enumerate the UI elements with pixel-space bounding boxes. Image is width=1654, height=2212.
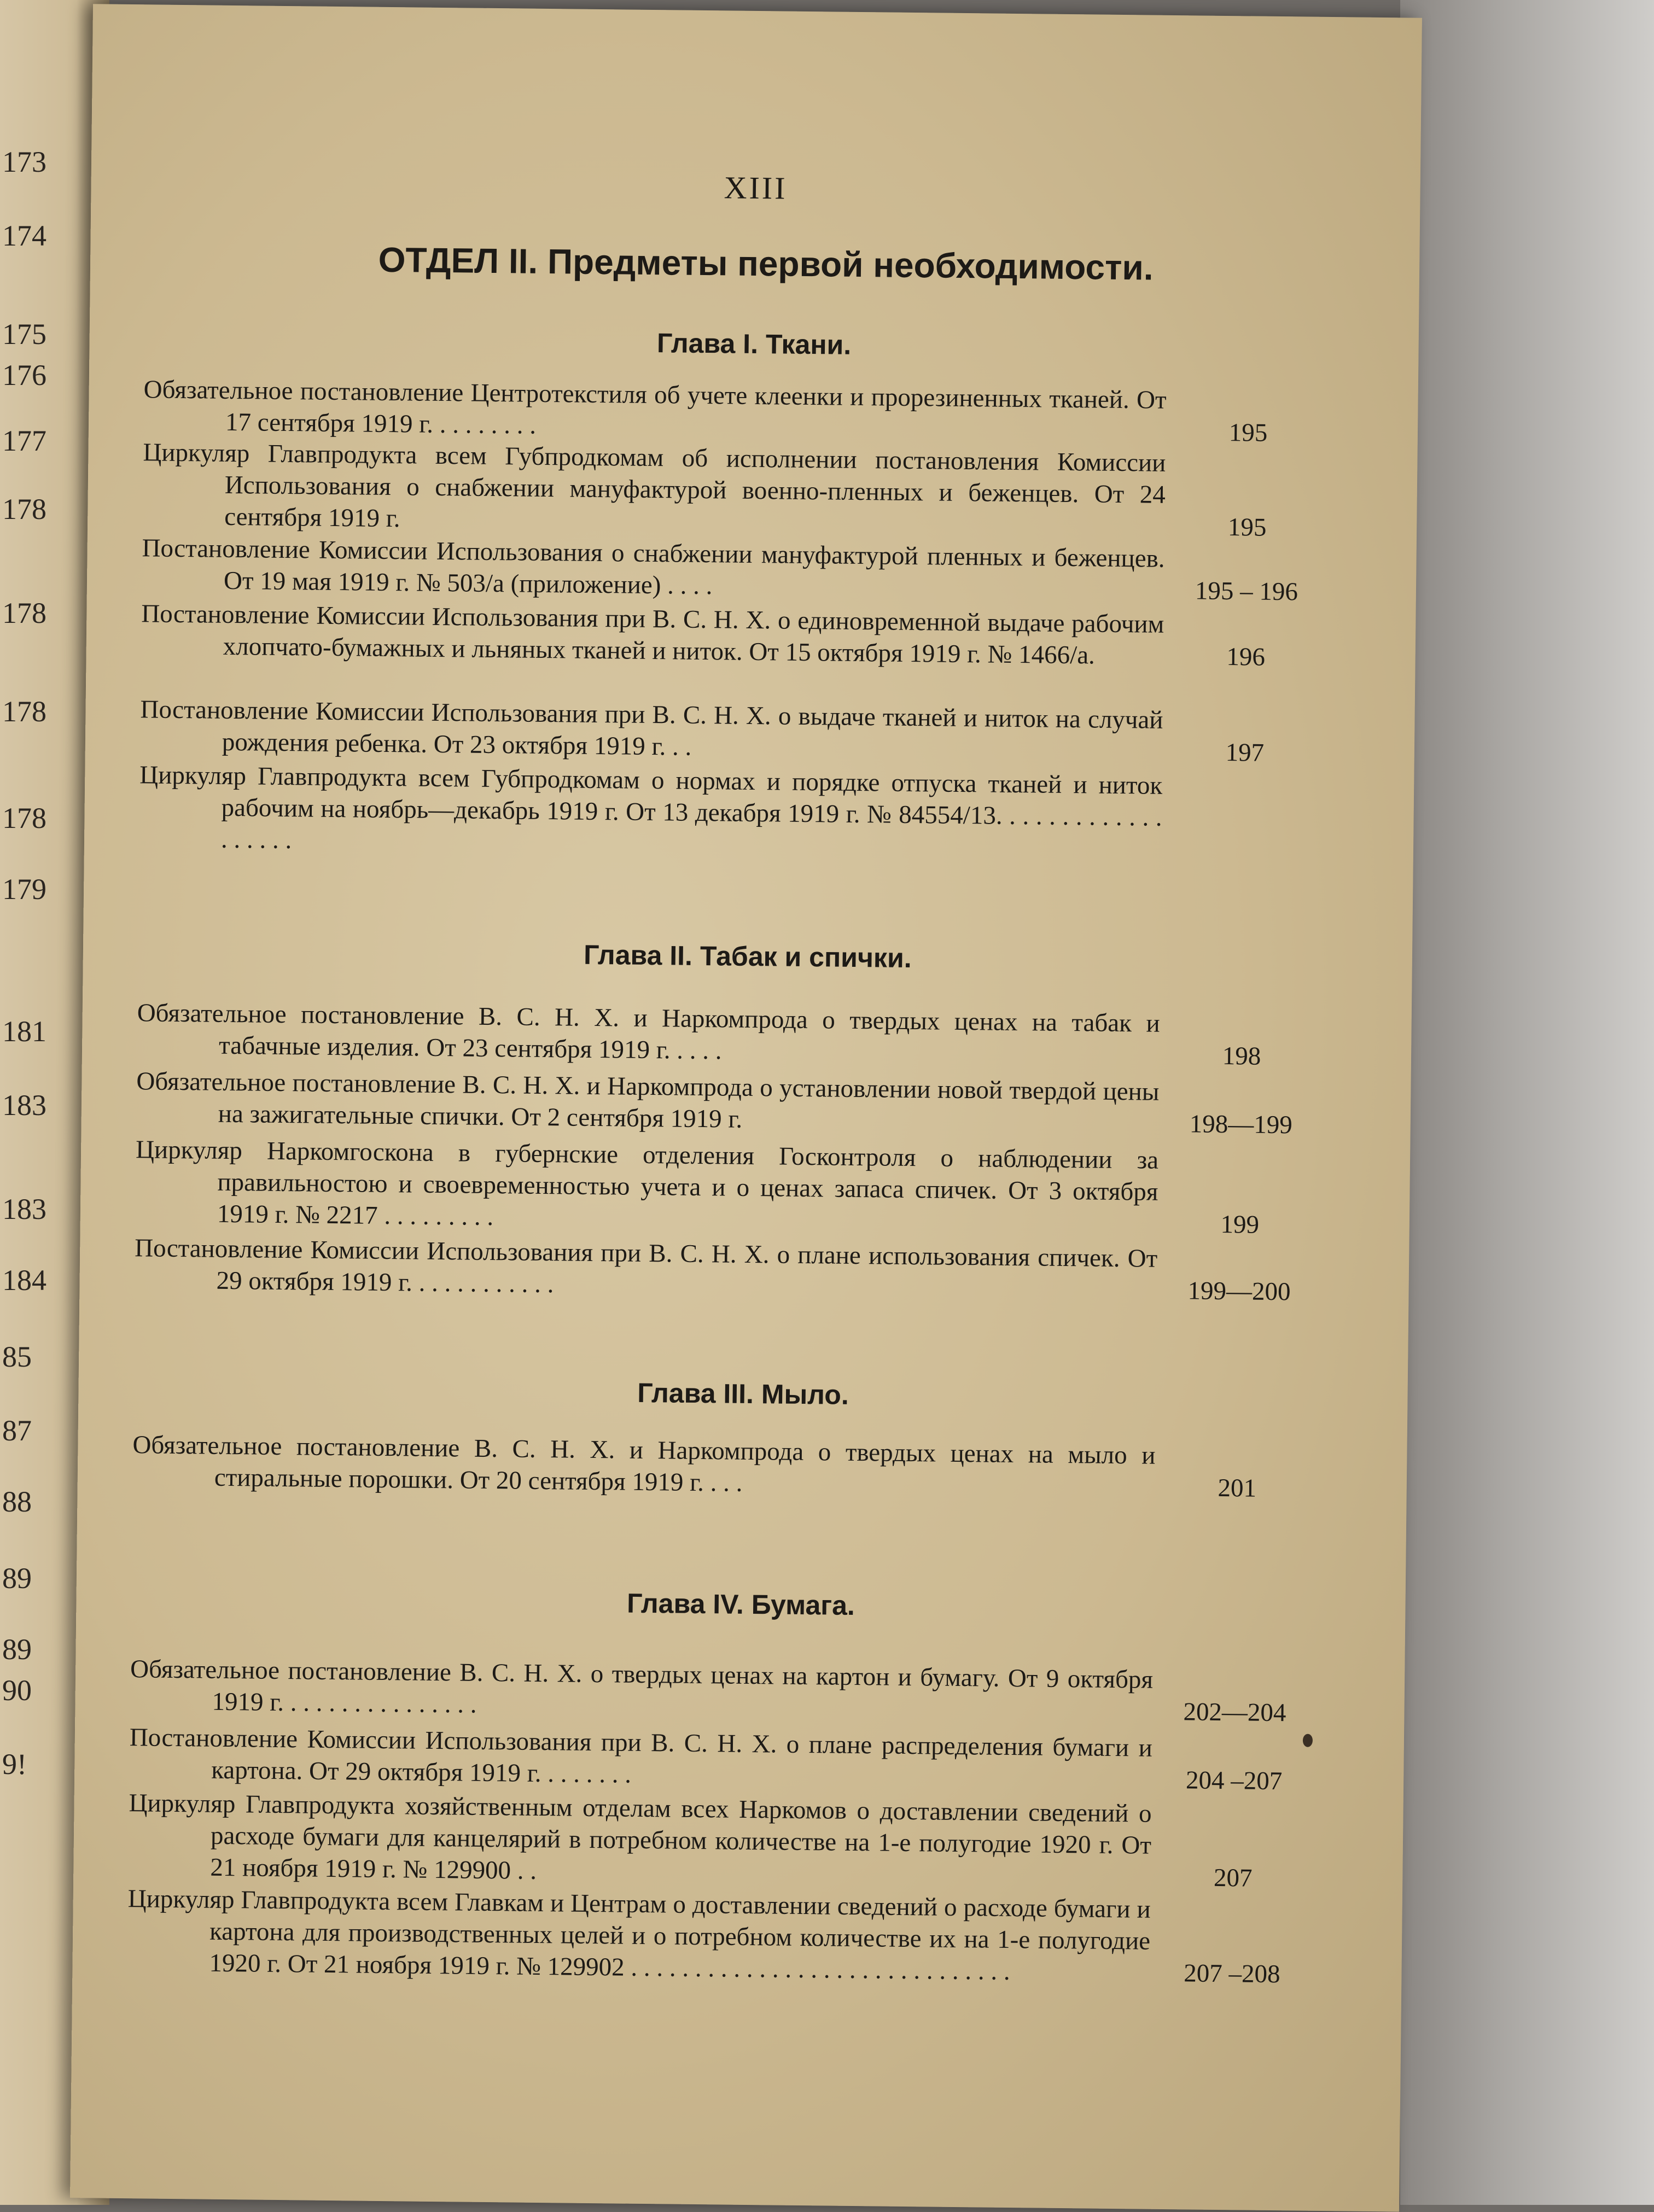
toc-entry <box>136 1065 1329 1141</box>
entry-pages: 195 – 196 <box>1195 576 1298 606</box>
toc-entry <box>139 759 1332 867</box>
chapter-title: Глава III. Мыло. <box>637 1377 849 1410</box>
document-page <box>70 4 1422 2211</box>
entry-pages: 198—199 <box>1189 1110 1292 1140</box>
page-numeral: XIII <box>724 170 788 206</box>
toc-entry <box>141 598 1333 674</box>
margin-number: 89 <box>2 1633 32 1666</box>
margin-number: 179 <box>2 873 46 906</box>
entry-pages: 195 <box>1228 418 1268 447</box>
entry-pages: 195 <box>1227 513 1267 542</box>
entry-text: Циркуляр Главпродукта всем Губпродкомам об исполнении постановления Комиссии Использования о снабжении мануфактурой военно-пленных и беженцев. От 24 сентября 1919 г. <box>143 438 1166 533</box>
margin-number: 90 <box>2 1674 32 1707</box>
toc-entry <box>140 693 1333 769</box>
entry-text: Обязательное постановление В. С. Н. Х. о твердых ценах на картон и бумагу. От 9 октября 1919 г. . . . . . . . . . . . . . . . <box>130 1655 1154 1719</box>
margin-number: 184 <box>2 1264 46 1297</box>
entry-text: Циркуляр Главпродукта всем Главкам и Центрам о доставлении сведений о расходе бумаги и картона для производственных целей и о потребном количестве их на 1-е полугодие 1920 г. От 21 ноября 1919 г. № 129902 . . . . . . . . . . . . . . . . . . . . . . . . . . . . . . <box>127 1884 1151 1986</box>
toc-entry <box>142 532 1335 608</box>
entry-pages: 198 <box>1222 1042 1261 1071</box>
entry-text: Постановление Комиссии Использования при В. С. Н. Х. о единовременной выдаче рабочим хлопчато-бумажных и льняных тканей и ниток. От 15 октября 1919 г. № 1466/а. <box>141 599 1164 670</box>
chapter-title: Глава I. Ткани. <box>656 328 852 360</box>
toc-entry <box>132 1429 1325 1505</box>
entry-text: Постановление Комиссии Использования при В. С. Н. Х. о выдаче тканей и ниток на случай рождения ребенка. От 23 октября 1919 г. . . <box>140 695 1163 761</box>
chapter-title: Глава II. Табак и спички. <box>583 939 912 974</box>
margin-number: 89 <box>2 1562 32 1595</box>
entry-text: Циркуляр Главпродукта всем Губпродкомам о нормах и порядке отпуска тканей и ниток рабочим на ноябрь—декабрь 1919 г. От 13 декабря 1919 г. № 84554/13. . . . . . . . . . . . . . . . . . . <box>139 761 1163 855</box>
margin-number: 178 <box>2 597 46 629</box>
entry-pages: 204 –207 <box>1185 1766 1283 1796</box>
entry-pages: 199—200 <box>1187 1276 1291 1306</box>
entry-text: Циркуляр Главпродукта хозяйственным отделам всех Наркомов о доставлении сведений о расходе бумаги для канцелярий в потребном количестве на 1-е полугодие 1920 г. От 21 ноября 1919 г. № 129900 . . <box>129 1789 1152 1885</box>
entry-pages <box>1156 865 1331 867</box>
margin-number: 178 <box>2 802 46 834</box>
toc-entry <box>137 997 1330 1073</box>
entry-text: Обязательное постановление В. С. Н. Х. и Наркомпрода о установлении новой твердой цены на зажигательные спички. От 2 сентября 1919 г. <box>136 1067 1160 1134</box>
toc-entry <box>129 1721 1322 1797</box>
margin-number: 9! <box>2 1748 27 1781</box>
toc-entry <box>130 1653 1323 1729</box>
margin-number: 176 <box>2 359 46 392</box>
entry-pages: 207 <box>1213 1863 1253 1893</box>
entry-pages: 207 –208 <box>1184 1959 1280 1989</box>
margin-number: 178 <box>2 695 46 728</box>
margin-number: 87 <box>2 1414 32 1447</box>
toc-entry <box>128 1787 1321 1895</box>
margin-number: 175 <box>2 318 46 351</box>
margin-number: 183 <box>2 1089 46 1122</box>
margin-number: 177 <box>2 424 46 457</box>
margin-number: 173 <box>2 145 46 178</box>
margin-number: 174 <box>2 219 46 252</box>
entry-text: Постановление Комиссии Использования о снабжении мануфактурой пленных и беженцев. От 19 мая 1919 г. № 503/а (приложение) . . . . <box>142 534 1165 600</box>
entry-text: Циркуляр Наркомгоскона в губернские отделения Госконтроля о наблюдении за правильностою и своевременностью учета и о ценах запаса спичек. От 3 октября 1919 г. № 2217 . . . . . . . . . <box>135 1135 1159 1232</box>
margin-number: 181 <box>2 1015 46 1048</box>
chapter-title: Глава IV. Бумага. <box>626 1587 855 1621</box>
toc-entry <box>142 436 1336 544</box>
entry-text: Постановление Комиссии Использования при В. С. Н. Х. о плане распределения бумаги и картона. От 29 октября 1919 г. . . . . . . . <box>129 1723 1153 1789</box>
entry-text: Постановление Комиссии Использования при В. С. Н. Х. о плане использования спичек. От 29 октября 1919 г. . . . . . . . . . . . <box>134 1234 1158 1299</box>
entry-pages: 199 <box>1220 1210 1260 1239</box>
entry-pages: 202—204 <box>1183 1697 1286 1727</box>
section-title: ОТДЕЛ II. Предметы первой необходимости. <box>378 240 1154 288</box>
margin-number: 183 <box>2 1193 46 1225</box>
margin-number: 88 <box>2 1485 32 1518</box>
margin-number: 178 <box>2 493 46 526</box>
entry-text: Обязательное постановление В. С. Н. Х. и Наркомпрода о твердых ценах на мыло и стиральные порошки. От 20 сентября 1919 г. . . . <box>132 1431 1156 1497</box>
entry-text: Обязательное постановление Центротекстиля об учете клеенки и прорезиненных тканей. От 17 сентября 1919 г. . . . . . . . . <box>143 375 1167 440</box>
entry-text: Обязательное постановление В. С. Н. Х. и Наркомпрода о твердых ценах на табак и табачные изделия. От 23 сентября 1919 г. . . . . <box>137 999 1160 1065</box>
entry-pages: 197 <box>1225 738 1265 767</box>
margin-number: 85 <box>2 1340 32 1373</box>
entry-pages: 201 <box>1218 1473 1257 1503</box>
toc-entry <box>127 1883 1320 1991</box>
toc-entry <box>135 1134 1329 1241</box>
background-surface <box>1400 0 1654 2205</box>
entry-pages: 196 <box>1226 643 1266 672</box>
toc-entry <box>134 1232 1327 1308</box>
